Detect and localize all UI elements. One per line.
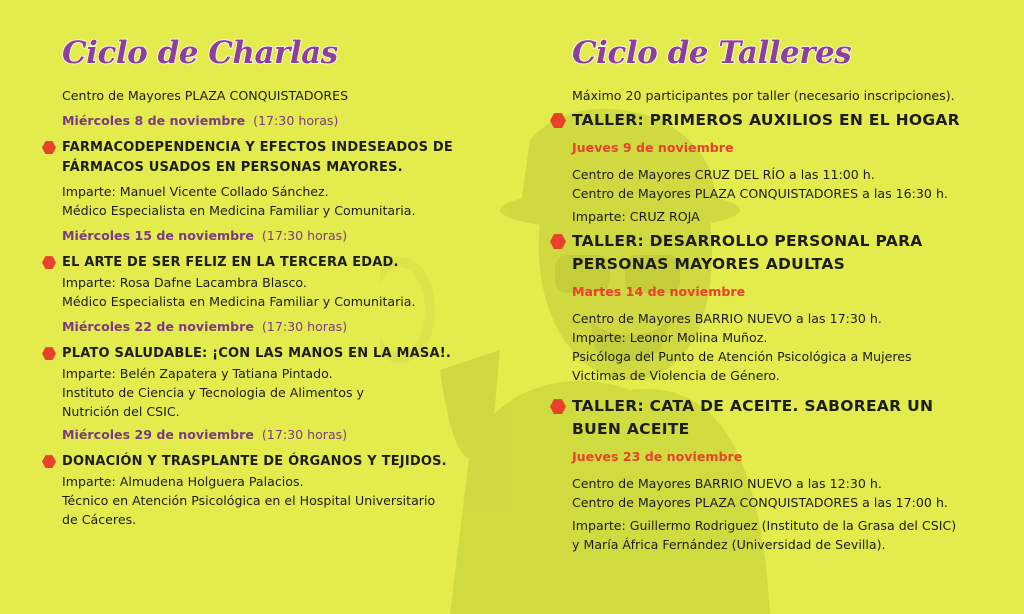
taller-date: Martes 14 de noviembre [572, 284, 746, 300]
hexagon-bullet-icon [42, 141, 56, 154]
taller-detail: Imparte: CRUZ ROJA [572, 209, 700, 225]
hexagon-bullet-icon [550, 399, 566, 414]
taller-title-line: TALLER: DESARROLLO PERSONAL PARA [572, 232, 923, 251]
taller-detail: Imparte: Guillermo Rodriguez (Instituto de la Grasa del CSIC) [572, 518, 957, 534]
charla-date [62, 226, 472, 245]
charla-date [62, 317, 472, 336]
charla-detail: Instituto de Ciencia y Tecnologia de Alimentos y [62, 385, 364, 401]
talleres-section [552, 36, 992, 554]
charla-detail: Nutrición del CSIC. [62, 404, 180, 420]
taller-item [572, 230, 992, 276]
charlas-section [42, 36, 472, 529]
hexagon-bullet-icon [550, 234, 566, 249]
talleres-title: Ciclo de Talleres [572, 35, 852, 71]
charla-title-line: EL ARTE DE SER FELIZ EN LA TERCERA EDAD. [62, 255, 399, 271]
charla-hours: (17:30 horas) [261, 228, 348, 244]
charla-item [62, 138, 472, 220]
charla-title-line: DONACIÓN Y TRASPLANTE DE ÓRGANOS Y TEJIDOS. [62, 454, 447, 470]
taller-details [572, 165, 992, 226]
taller-venue: Centro de Mayores BARRIO NUEVO a las 17:30 h. [572, 311, 882, 327]
taller-detail: y María África Fernández (Universidad de Sevilla). [572, 537, 886, 553]
charla-detail: Médico Especialista en Medicina Familiar y Comunitaria. [62, 294, 416, 310]
taller-venue: Centro de Mayores BARRIO NUEVO a las 12:30 h. [572, 476, 882, 492]
charla-item [62, 253, 472, 311]
taller-venue: Centro de Mayores CRUZ DEL RÍO a las 11:00 h. [572, 167, 875, 183]
taller-venue: Centro de Mayores PLAZA CONQUISTADORES a las 16:30 h. [572, 186, 948, 202]
charla-title-line: FARMACODEPENDENCIA Y EFECTOS INDESEADOS DE [62, 140, 453, 156]
taller-detail: Imparte: Leonor Molina Muñoz. [572, 330, 768, 346]
charlas-title: Ciclo de Charlas [62, 35, 338, 71]
taller-date: Jueves 9 de noviembre [572, 140, 734, 156]
taller-details [572, 474, 992, 554]
charla-date [62, 111, 472, 130]
charla-detail: Técnico en Atención Psicológica en el Hospital Universitario [62, 493, 436, 509]
taller-date: Jueves 23 de noviembre [572, 449, 743, 465]
talleres-note: Máximo 20 participantes por taller (necesario inscripciones). [572, 88, 955, 104]
charla-date-text: Miércoles 15 de noviembre [62, 228, 254, 244]
taller-title-line: TALLER: PRIMEROS AUXILIOS EN EL HOGAR [572, 111, 960, 130]
charla-detail: Imparte: Rosa Dafne Lacambra Blasco. [62, 275, 307, 291]
charla-date [62, 425, 472, 444]
taller-item [572, 109, 992, 132]
charla-hours: (17:30 horas) [261, 319, 348, 335]
taller-title-line: BUEN ACEITE [572, 420, 690, 439]
taller-venue: Centro de Mayores PLAZA CONQUISTADORES a las 17:00 h. [572, 495, 948, 511]
charla-title-line: FÁRMACOS USADOS EN PERSONAS MAYORES. [62, 160, 403, 176]
charla-detail: Imparte: Belén Zapatera y Tatiana Pintado. [62, 366, 333, 382]
taller-details [572, 309, 992, 385]
taller-detail: Psicóloga del Punto de Atención Psicológica a Mujeres [572, 349, 912, 365]
charla-detail: de Cáceres. [62, 512, 137, 528]
hexagon-bullet-icon [42, 455, 56, 468]
taller-detail: Victimas de Violencia de Género. [572, 368, 780, 384]
charla-hours: (17:30 horas) [253, 113, 339, 129]
hexagon-bullet-icon [550, 113, 566, 128]
hexagon-bullet-icon [42, 347, 56, 360]
charla-item [62, 344, 472, 421]
charlas-venue: Centro de Mayores PLAZA CONQUISTADORES [62, 88, 349, 104]
charla-date-text: Miércoles 8 de noviembre [62, 113, 246, 129]
hexagon-bullet-icon [42, 256, 56, 269]
taller-title-line: TALLER: CATA DE ACEITE. SABOREAR UN [572, 397, 934, 416]
charla-title-line: PLATO SALUDABLE: ¡CON LAS MANOS EN LA MASA!. [62, 346, 451, 362]
charla-detail: Médico Especialista en Medicina Familiar y Comunitaria. [62, 203, 416, 219]
taller-title-line: PERSONAS MAYORES ADULTAS [572, 255, 846, 274]
charla-item [62, 452, 472, 529]
charla-date-text: Miércoles 22 de noviembre [62, 319, 254, 335]
charla-detail: Imparte: Almudena Holguera Palacios. [62, 474, 304, 490]
charla-detail: Imparte: Manuel Vicente Collado Sánchez. [62, 184, 329, 200]
charla-date-text: Miércoles 29 de noviembre [62, 427, 254, 443]
taller-item [572, 395, 992, 441]
charla-hours: (17:30 horas) [261, 427, 348, 443]
